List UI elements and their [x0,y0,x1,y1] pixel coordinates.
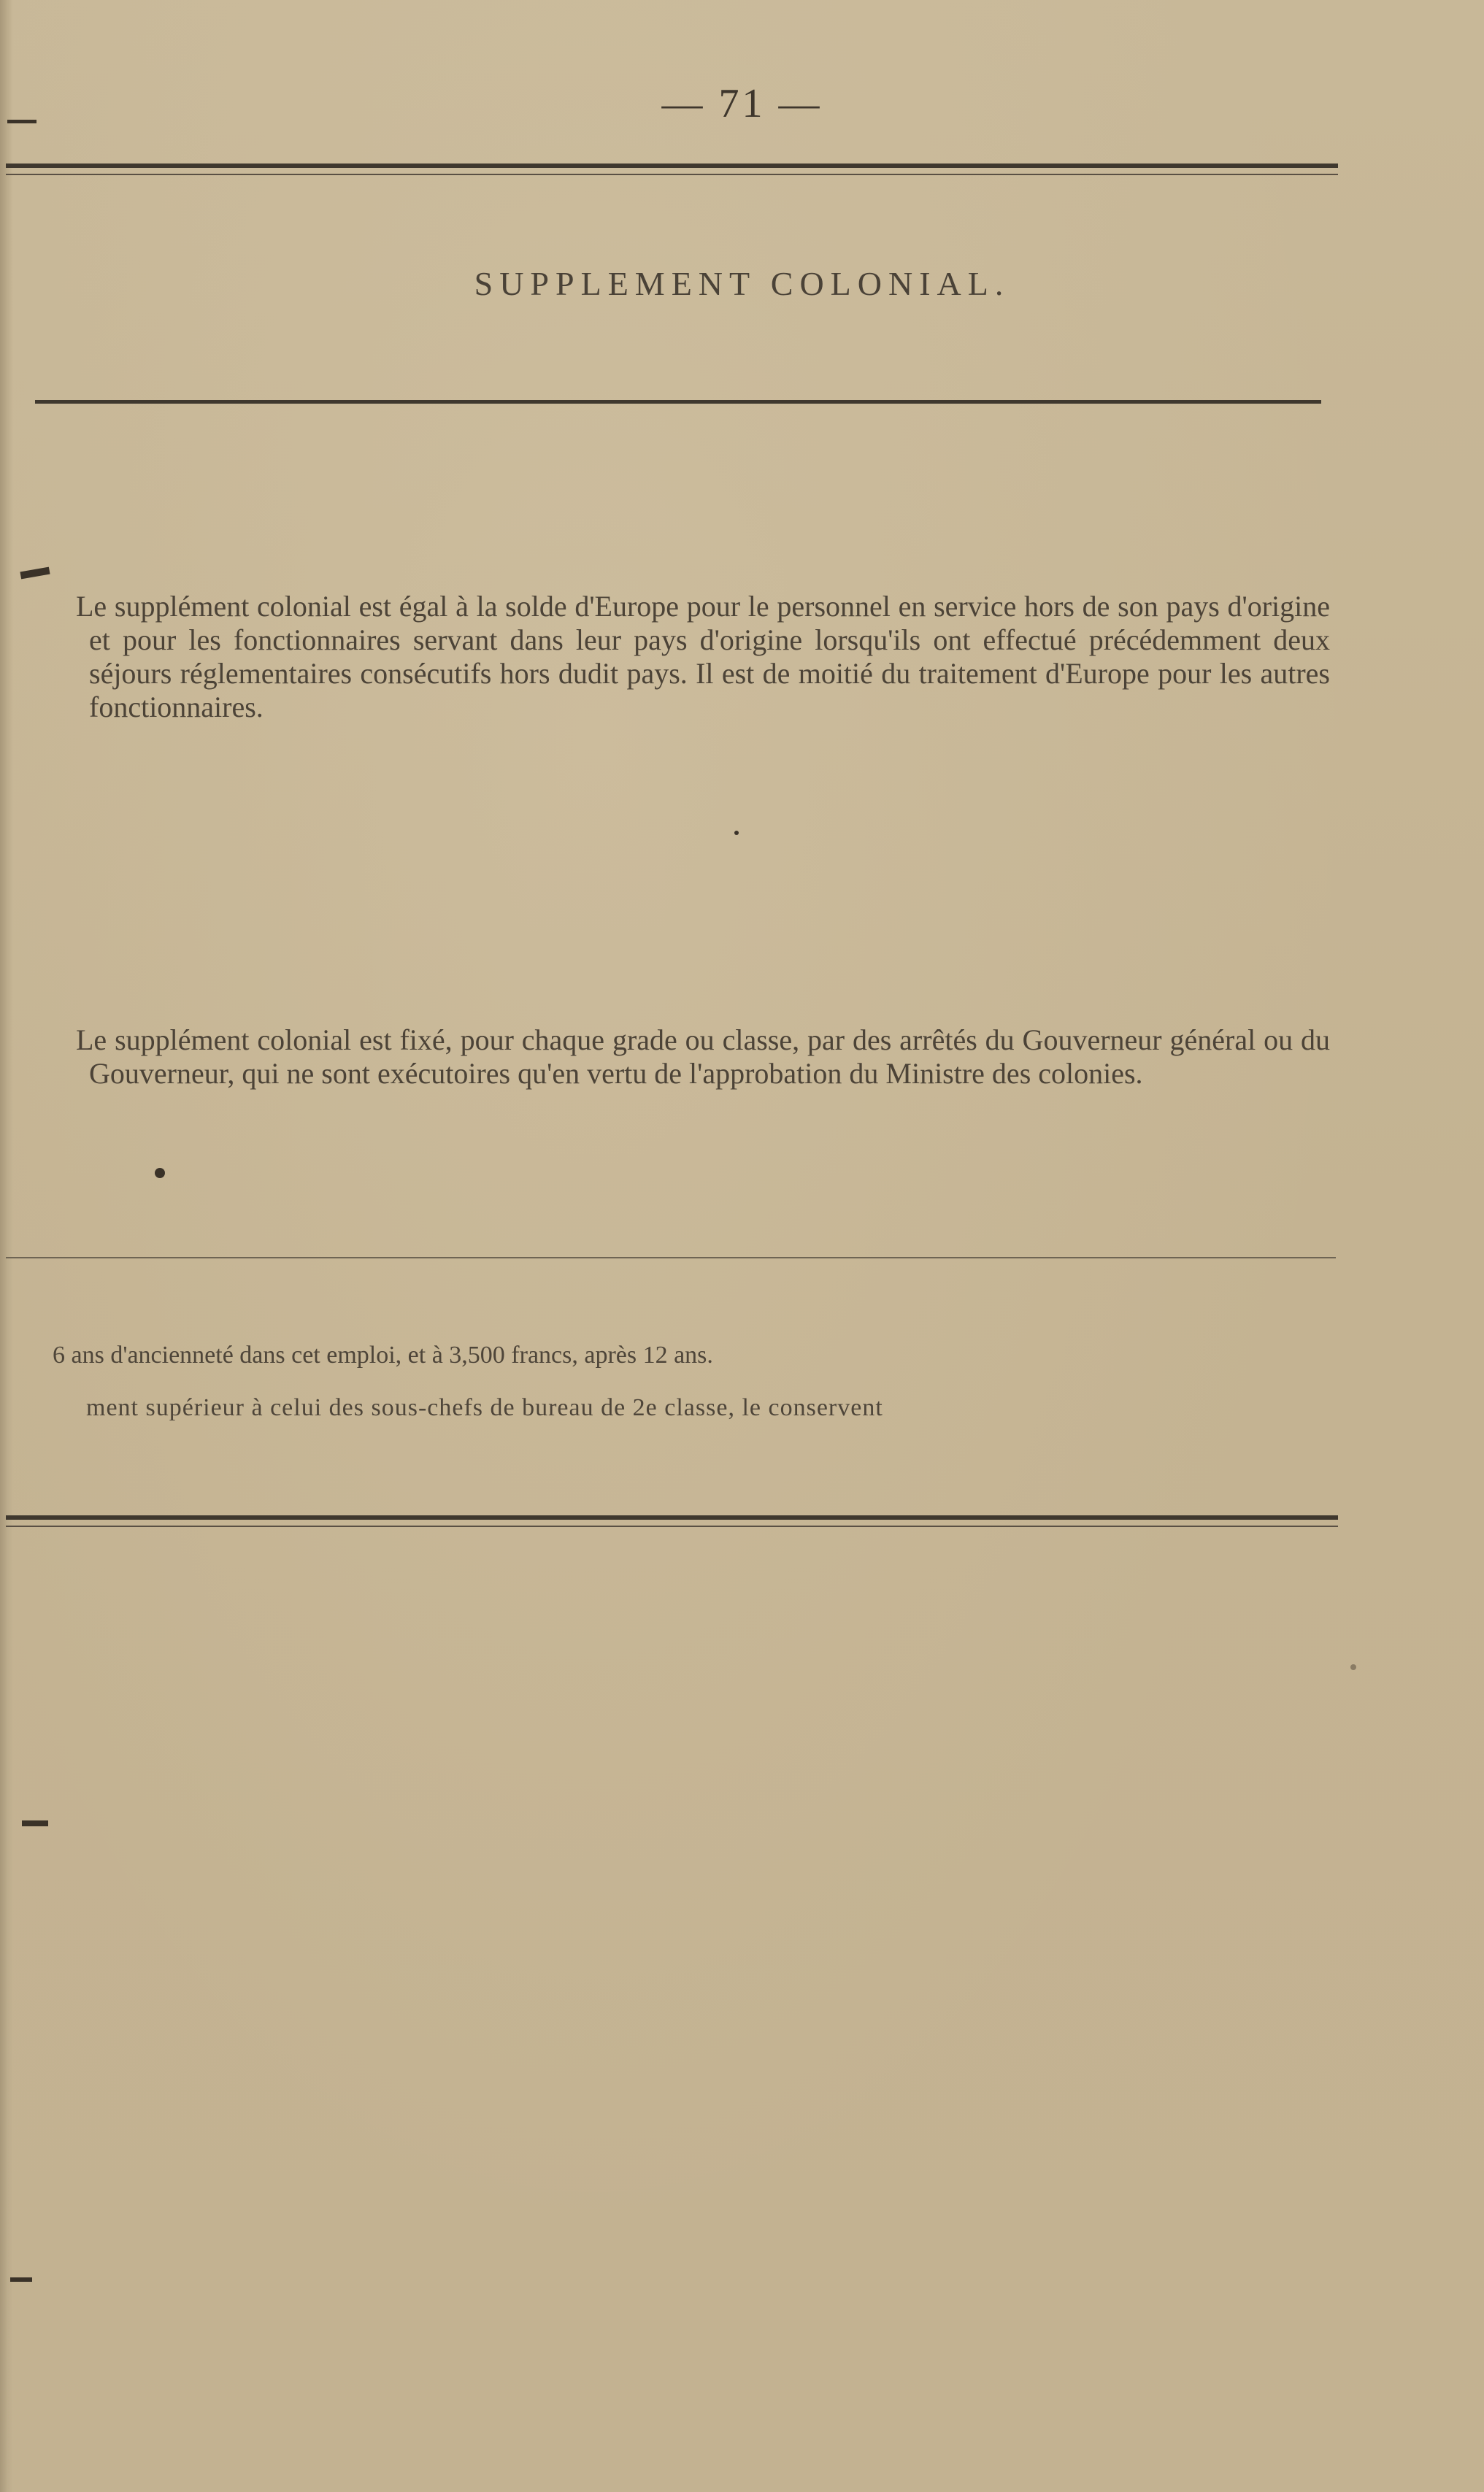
footer-rule [6,1515,1338,1520]
ink-speck [1350,1664,1356,1670]
paragraph-2: Le supplément colonial est fixé, pour chaque grade ou classe, par des arrêtés du Gouverneur général ou du Gouverneur, qui ne sont exécutoires qu'en vertu de l'approbation du Ministre des colonies. [76,1023,1330,1090]
page-binding-edge [0,0,13,2492]
header-rule-secondary [6,174,1338,175]
binding-mark [7,120,36,123]
binding-mark [10,2277,32,2282]
binding-mark [22,1820,48,1826]
footnote-line-2: ment supérieur à celui des sous-chefs de bureau de 2e classe, le conservent [86,1394,883,1421]
section-title: SUPPLEMENT COLONIAL. [474,265,1010,302]
paragraph-1: Le supplément colonial est égal à la solde d'Europe pour le personnel en service hors de son pays d'origine et pour les fonctionnaires servant dans leur pays d'origine lorsqu'ils ont effectué précédemment deux séjours réglementaires consécutifs hors dudit pays. Il est de moitié du traitement d'Europe pour les autres fonctionnaires. [76,590,1330,723]
body-end-rule [6,1257,1336,1258]
ink-speck [734,831,739,835]
binding-mark [20,567,50,580]
ink-speck [155,1168,165,1178]
footnote-line-1: 6 ans d'ancienneté dans cet emploi, et à 3,500 francs, après 12 ans. [53,1342,713,1369]
title-rule [35,400,1321,404]
header-rule [6,164,1338,168]
page-number: — 71 — [661,81,823,126]
footer-rule-secondary [6,1526,1338,1527]
